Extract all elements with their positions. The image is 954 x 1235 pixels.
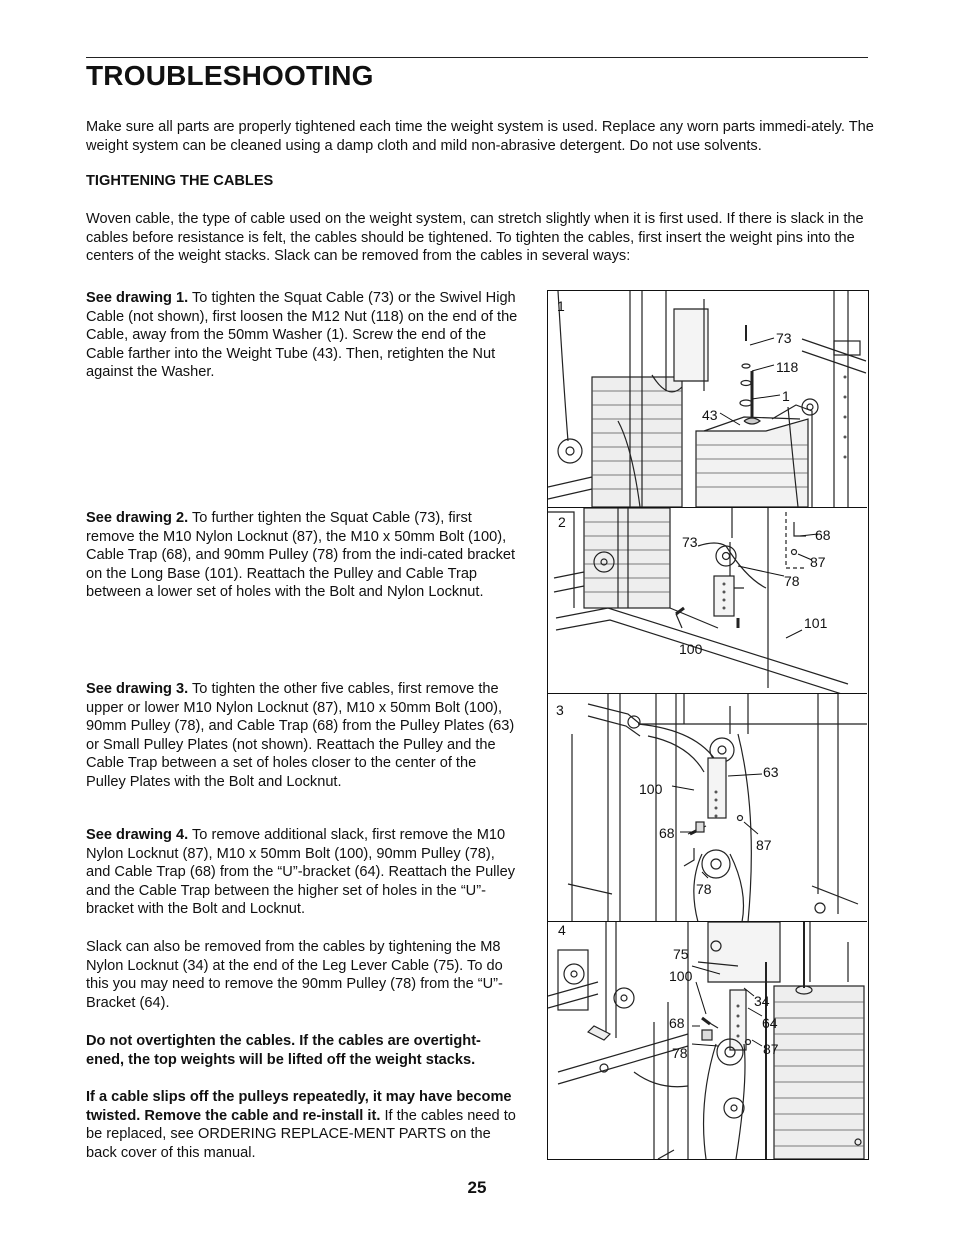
drawing-4-illustration	[548, 922, 867, 1159]
callout-68: 68	[669, 1015, 685, 1031]
drawing-3-number: 3	[556, 702, 564, 718]
drawing2-lead: See drawing 2.	[86, 510, 189, 526]
drawing1-text: To tighten the Squat Cable (73) or the Swivel High Cable (not shown), first loosen the M12 Nut (118) on the end of the Cable, away from the 50mm Washer (1). Screw the end of the Cable farther into the Weight Tube (43). Then, retighten the Nut against the Washer.	[86, 290, 518, 381]
drawing-panel-2	[548, 507, 867, 694]
drawing-1-illustration	[548, 291, 867, 507]
callout-87: 87	[756, 837, 772, 853]
callout-73: 73	[776, 330, 792, 346]
drawing-panel-1	[548, 291, 867, 507]
drawing-4-number: 4	[558, 922, 566, 938]
drawing-2-number: 2	[558, 514, 566, 530]
callout-100: 100	[679, 641, 703, 657]
callout-78: 78	[784, 573, 800, 589]
header-rule	[86, 57, 868, 58]
callout-78: 78	[696, 881, 712, 897]
callout-68: 68	[659, 825, 675, 841]
leg-lever-paragraph: Slack can also be removed from the cables by tightening the M8 Nylon Locknut (34) at the end of the Leg Lever Cable (75). To do this you may need to remove the 90mm Pulley (78) from the “U”-Bracket (64).	[86, 939, 503, 1011]
drawing4-text: To remove additional slack, first remove the M10 Nylon Locknut (87), M10 x 50mm Bolt (100), 90mm Pulley (78), and Cable Trap (68) from the “U”-bracket (64). Reattach the Pulley and the Cable Trap between the higher set of holes in the “U”-bracket with the Bolt and Locknut.	[86, 827, 516, 918]
callout-34: 34	[754, 993, 770, 1009]
callout-101: 101	[804, 615, 828, 631]
drawing4-paragraph	[86, 826, 518, 919]
callout-63: 63	[763, 764, 779, 780]
intro-paragraph: Make sure all parts are properly tightened each time the weight system is used. Replace any worn parts immedi-ately. The weight system can be cleaned using a damp cloth and mild non-abrasive detergent. Do not use solvents.	[86, 119, 874, 154]
page-number: 25	[467, 1178, 487, 1197]
drawing1-lead: See drawing 1.	[86, 290, 189, 306]
warning-paragraph	[86, 1032, 518, 1069]
drawing-panel-4	[548, 921, 867, 1159]
callout-118: 118	[776, 359, 799, 375]
callout-78: 78	[672, 1045, 688, 1061]
drawing3-lead: See drawing 3.	[86, 681, 189, 697]
figure-column	[547, 290, 869, 1160]
twisted-text: If the cables need to be replaced, see ORDERING REPLACE-MENT PARTS on the back cover of this manual.	[86, 1107, 516, 1161]
drawing-3-illustration	[548, 694, 867, 922]
warning-text: Do not overtighten the cables. If the cables are overtight-ened, the top weights will be lifted off the weight stacks.	[86, 1033, 481, 1068]
drawing2-text: To further tighten the Squat Cable (73), first remove the M10 Nylon Locknut (87), the M10 x 50mm Bolt (100), Cable Trap (68), and 90mm Pulley (78) from the indi-cated bracket on the Long Base (101). Reattach the Pulley and Cable Trap between a lower set of holes with the Bolt and Nylon Locknut.	[86, 510, 516, 601]
callout-75: 75	[673, 946, 689, 962]
callout-64: 64	[762, 1015, 778, 1031]
twisted-cable-paragraph	[86, 1088, 518, 1162]
callout-87: 87	[810, 554, 826, 570]
callout-87: 87	[763, 1041, 779, 1057]
callout-100: 100	[669, 968, 693, 984]
callout-1: 1	[782, 388, 790, 404]
drawing-panel-3	[548, 693, 867, 922]
drawing1-paragraph	[86, 289, 518, 382]
section-intro-paragraph: Woven cable, the type of cable used on the weight system, can stretch slightly when it is first used. If there is slack in the cables before resistance is felt, the cables should be tightened. To tighten the cables, first insert the weight pins into the centers of the weight stacks. Slack can be removed from the cables in several ways:	[86, 211, 864, 265]
twisted-lead: If a cable slips off the pulleys repeatedly, it may have become twisted. Remove the cable and re-install it.	[86, 1089, 512, 1124]
drawing3-paragraph	[86, 680, 518, 792]
callout-73: 73	[682, 534, 698, 550]
page-title: TROUBLESHOOTING	[86, 60, 374, 91]
callout-100: 100	[639, 781, 663, 797]
drawing-1-number: 1	[557, 298, 565, 314]
drawing-2-illustration	[548, 508, 867, 694]
section-heading: TIGHTENING THE CABLES	[86, 173, 274, 189]
drawing3-text: To tighten the other five cables, first remove the upper or lower M10 Nylon Locknut (87), M10 x 50mm Bolt (100), 90mm Pulley (78), and Cable Trap (68) from the Pulley Plates (63) or Small Pulley Plates (not shown). Reattach the Pulley and the Cable Trap between a set of holes closer to the center of the Pulley Plates with the Bolt and Locknut.	[86, 681, 515, 790]
drawing2-paragraph	[86, 509, 518, 602]
callout-68: 68	[815, 527, 831, 543]
drawing4-lead: See drawing 4.	[86, 827, 189, 843]
callout-43: 43	[702, 407, 718, 423]
